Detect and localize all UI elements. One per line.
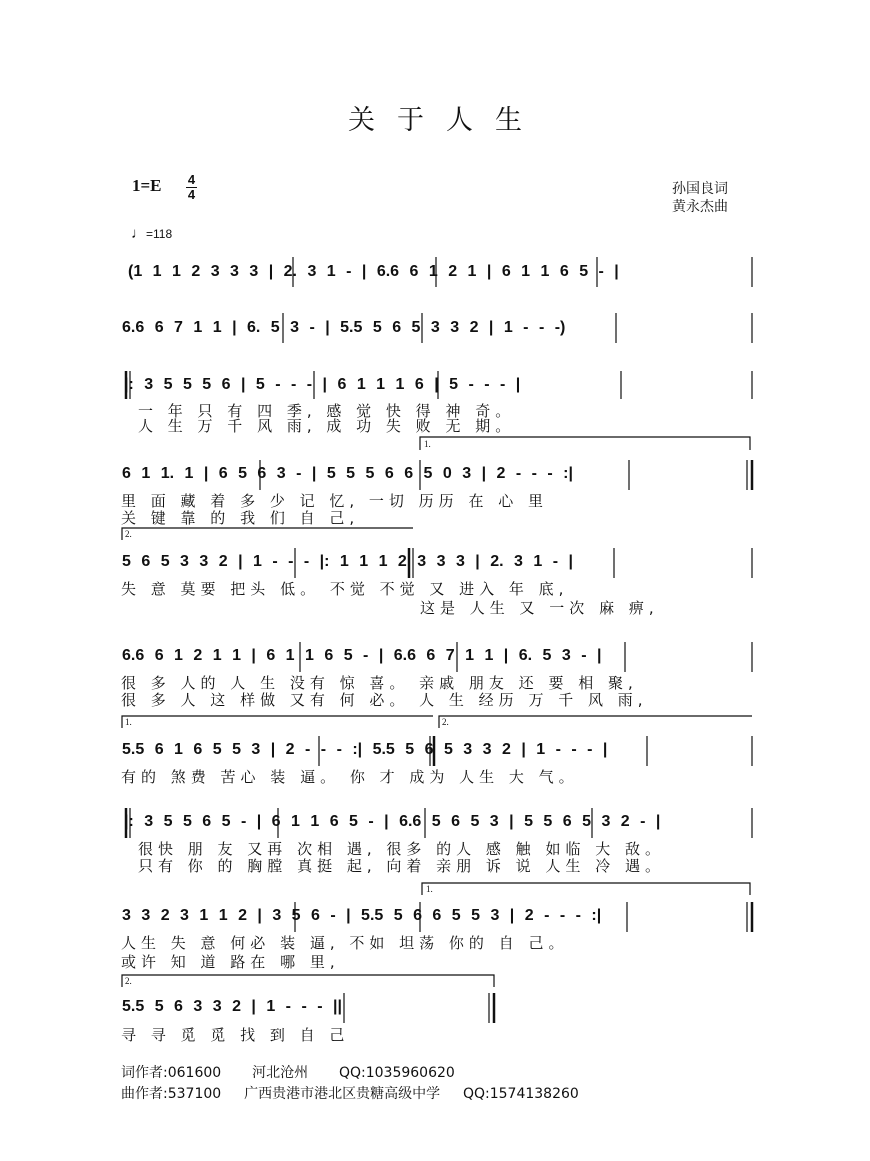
lyric-row-5-verse-1: 失 意 莫要 把头 低。 不觉 不觉 又 进入 年 底, — [121, 580, 569, 598]
footer-composer-postcode: 537100 — [167, 1086, 222, 1102]
lyric-row-4-verse-1: 里 面 藏 着 多 少 记 忆, 一切 历历 在 心 里 — [121, 492, 548, 510]
lyric-row-4-verse-2: 关 键 靠 的 我 们 自 己, — [121, 509, 360, 527]
page-title: 关于人生 — [348, 105, 544, 136]
footer-lyricist-contact: QQ:1035960620 — [338, 1065, 455, 1081]
tempo-value: =118 — [146, 227, 173, 241]
lyric-row-8-verse-2: 只有 你 的 胸膛 真挺 起, 向着 亲朋 诉 说 人生 冷 遇。 — [138, 857, 665, 875]
notation-row-6: 6.6 6 1 2 1 1 | 6 1 1 6 5 - | 6.6 6 7 1 1 | 6. 5 3 - | — [122, 647, 602, 664]
volta-1-label: 1. — [426, 884, 433, 894]
footer-composer-info — [121, 1083, 579, 1103]
volta-1-label: 1. — [424, 439, 431, 449]
lyric-row-9-verse-1: 人生 失 意 何必 装 逼, 不如 坦荡 你的 自 己。 — [121, 934, 569, 952]
lyricist-credit: 孙国良词 — [672, 181, 728, 197]
footer-composer-label: 曲作者: — [121, 1086, 168, 1102]
quarter-note-icon: ♩ — [131, 225, 146, 242]
time-signature-top: 4 — [187, 172, 196, 187]
notation-row-3: |: 3 5 5 5 6 | 5 - - - | 6 1 1 1 6 | 5 - - - | — [124, 376, 521, 393]
lyric-row-9-verse-2: 或许 知 道 路在 哪 里, — [121, 953, 340, 971]
volta-2-label: 2. — [125, 529, 132, 539]
notation-row-4: 6 1 1. 1 | 6 5 6 3 - | 5 5 5 6 6 5 0 3 | 2 - - - :| — [122, 465, 573, 482]
footer-lyricist-postcode: 061600 — [167, 1065, 222, 1081]
notation-row-7: 5.5 6 1 6 5 5 3 | 2 - - - :| 5.5 5 6 5 3 3 2 | 1 - - - | — [122, 741, 608, 758]
notation-row-10: 5.5 5 6 3 3 2 | 1 - - - || — [122, 998, 342, 1015]
volta-2-label: 2. — [125, 976, 132, 986]
notation-row-1: (1 1 1 2 3 3 3 | 2. 3 1 - | 6.6 6 1 2 1 | 6 1 1 6 5 - | — [128, 263, 619, 280]
composer-credit: 黄永杰曲 — [672, 199, 728, 215]
lyric-row-6-verse-1: 很 多 人的 人 生 没有 惊 喜。 亲戚 朋友 还 要 相 聚, — [121, 674, 638, 692]
lyric-row-6-verse-2: 很 多 人 这 样做 又有 何 必。 人 生 经历 万 千 风 雨, — [121, 691, 648, 709]
lyric-row-3-verse-1: 一 年 只 有 四 季, 感 觉 快 得 神 奇。 — [138, 402, 516, 420]
notation-row-2: 6.6 6 7 1 1 | 6. 5 3 - | 5.5 5 6 5 3 3 2 | 1 - - -) — [122, 319, 566, 336]
lyric-row-3-verse-2: 人 生 万 千 风 雨, 成 功 失 败 无 期。 — [138, 417, 516, 435]
footer-lyricist-label: 词作者: — [121, 1065, 168, 1081]
lyric-row-5-verse-2: 这是 人生 又 一次 麻 痹, — [420, 599, 659, 617]
key-signature: 1=E — [132, 176, 162, 195]
lyric-row-10-verse-1: 寻 寻 觅 觅 找 到 自 己 — [121, 1026, 350, 1044]
notation-row-5: 5 6 5 3 3 2 | 1 - - - |: 1 1 1 2 3 3 3 | 2. 3 1 - | — [122, 553, 573, 570]
footer-composer-place: 广西贵港市港北区贵糖高级中学 — [244, 1086, 441, 1102]
notation-row-9: 3 3 2 3 1 1 2 | 3 5 6 - | 5.5 5 6 6 5 5 3 | 2 - - - :| — [122, 907, 602, 924]
volta-1-label: 1. — [125, 717, 132, 727]
notation-row-8: |: 3 5 5 6 5 - | 6 1 1 6 5 - | 6.6 5 6 5 3 | 5 5 6 5 3 2 - | — [124, 813, 661, 830]
volta-2-label: 2. — [442, 717, 449, 727]
lyric-row-8-verse-1: 很快 朋 友 又再 次相 遇, 很多 的人 感 触 如临 大 敌。 — [138, 840, 665, 858]
footer-lyricist-info — [121, 1062, 455, 1082]
footer-lyricist-place: 河北沧州 — [252, 1065, 309, 1081]
lyric-row-7-verse-1: 有的 煞费 苦心 装 逼。 你 才 成为 人生 大 气。 — [121, 768, 579, 786]
time-signature-bottom: 4 — [187, 187, 196, 202]
footer-composer-contact: QQ:1574138260 — [462, 1086, 579, 1102]
